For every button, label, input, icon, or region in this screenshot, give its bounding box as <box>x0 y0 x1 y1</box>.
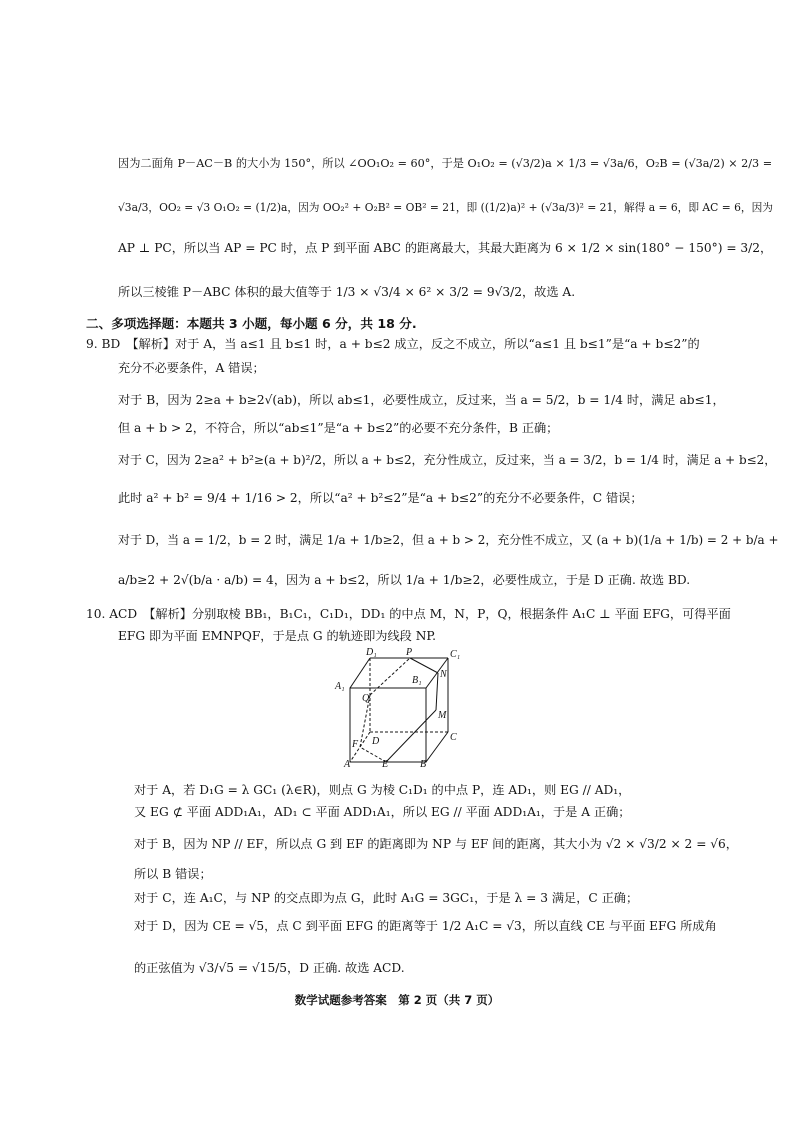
label-A1: A₁ <box>335 681 345 692</box>
label-C1: C₁ <box>450 649 461 660</box>
q10-line-3: 对于 A，若 D₁G = λ GC₁ (λ∈R)，则点 G 为棱 C₁D₁ 的中点 P，连 AD₁，则 EG // AD₁， <box>134 783 631 797</box>
para-prev-line-3: AP ⊥ PC，所以当 AP = PC 时，点 P 到平面 ABC 的距离最大，其最大距离为 6 × 1/2 × sin(180° − 150°) = 3/2， <box>118 241 773 255</box>
cube-figure <box>330 646 470 768</box>
label-D1: D₁ <box>366 647 377 658</box>
label-A: A <box>344 759 351 768</box>
q9-line-1: 9. BD 【解析】对于 A，当 a≤1 且 b≤1 时，a + b≤2 成立，反之不成立，所以“a≤1 且 b≤1”是“a + b≤2”的 <box>86 337 700 351</box>
label-F: F <box>352 739 359 750</box>
q10-line-6: 所以 B 错误； <box>134 867 212 881</box>
q9-line-5: 对于 C，因为 2≥a² + b²≥(a + b)²/2，所以 a + b≤2，充分性成立，反过来，当 a = 3/2，b = 1/4 时，满足 a + b≤2， <box>118 453 777 467</box>
label-D: D <box>372 736 380 747</box>
q10-line-2: EFG 即为平面 EMNPQF，于是点 G 的轨迹即为线段 NP. <box>118 629 436 643</box>
q10-line-5: 对于 B，因为 NP // EF，所以点 G 到 EF 的距离即为 NP 与 EF 间的距离，其大小为 √2 × √3/2 × 2 = √6， <box>134 837 738 851</box>
label-B: B <box>420 759 427 768</box>
para-prev-line-1: 因为二面角 P－AC－B 的大小为 150°，所以 ∠OO₁O₂ = 60°，于是 O₁O₂ = (√3/2)a × 1/3 = √3a/6，O₂B = (√3a/2) × 2/3 = <box>118 157 773 170</box>
q9-line-3: 对于 B，因为 2≥a + b≥2√(ab)，所以 ab≤1，必要性成立，反过来，当 a = 5/2，b = 1/4 时，满足 ab≤1， <box>118 393 725 407</box>
label-M: M <box>438 710 447 721</box>
q9-line-4: 但 a + b > 2，不符合，所以“ab≤1”是“a + b≤2”的必要不充分条件，B 正确； <box>118 421 559 435</box>
q9-line-7: 对于 D，当 a = 1/2，b = 2 时，满足 1/a + 1/b≥2，但 a + b > 2，充分性不成立，又 (a + b)(1/a + 1/b) = 2 + b/a + <box>118 533 779 547</box>
q10-line-7: 对于 C，连 A₁C，与 NP 的交点即为点 G，此时 A₁G = 3GC₁，于是 λ = 3 满足，C 正确； <box>134 891 639 905</box>
label-Q: Q <box>362 693 370 704</box>
page-footer: 数学试题参考答案 第 2 页（共 7 页） <box>294 993 500 1007</box>
label-E: E <box>382 759 389 768</box>
label-N: N <box>440 669 447 680</box>
q9-line-2: 充分不必要条件，A 错误； <box>118 361 265 375</box>
label-C: C <box>450 732 457 743</box>
q10-line-9: 的正弦值为 √3/√5 = √15/5，D 正确. 故选 ACD. <box>134 961 405 975</box>
q9-line-8: a/b≥2 + 2√(b/a · a/b) = 4，因为 a + b≤2，所以 1/a + 1/b≥2，必要性成立，于是 D 正确. 故选 BD. <box>118 573 691 587</box>
section-heading: 二、多项选择题：本题共 3 小题，每小题 6 分，共 18 分. <box>86 316 417 331</box>
label-B1: B₁ <box>412 675 422 686</box>
para-prev-line-4: 所以三棱锥 P－ABC 体积的最大值等于 1/3 × √3/4 × 6² × 3/2 = 9√3/2，故选 A. <box>118 285 576 299</box>
q10-line-8: 对于 D，因为 CE = √5，点 C 到平面 EFG 的距离等于 1/2 A₁C = √3，所以直线 CE 与平面 EFG 所成角 <box>134 919 717 933</box>
q9-line-6: 此时 a² + b² = 9/4 + 1/16 > 2，所以“a² + b²≤2”是“a + b≤2”的充分不必要条件，C 错误； <box>118 491 643 505</box>
label-P: P <box>406 647 413 658</box>
q10-line-1: 10. ACD 【解析】分别取棱 BB₁，B₁C₁，C₁D₁，DD₁ 的中点 M，N，P，Q，根据条件 A₁C ⊥ 平面 EFG，可得平面 <box>86 607 731 621</box>
para-prev-line-2: √3a/3，OO₂ = √3 O₁O₂ = (1/2)a，因为 OO₂² + O₂B² = OB² = 21，即 ((1/2)a)² + (√3a/3)² = 21，解得 a = 6，即 AC = 6，因为 <box>118 201 773 214</box>
segment-PN <box>410 658 438 673</box>
q10-line-4: 又 EG ⊄ 平面 ADD₁A₁，AD₁ ⊂ 平面 ADD₁A₁，所以 EG // 平面 ADD₁A₁，于是 A 正确； <box>134 805 631 819</box>
